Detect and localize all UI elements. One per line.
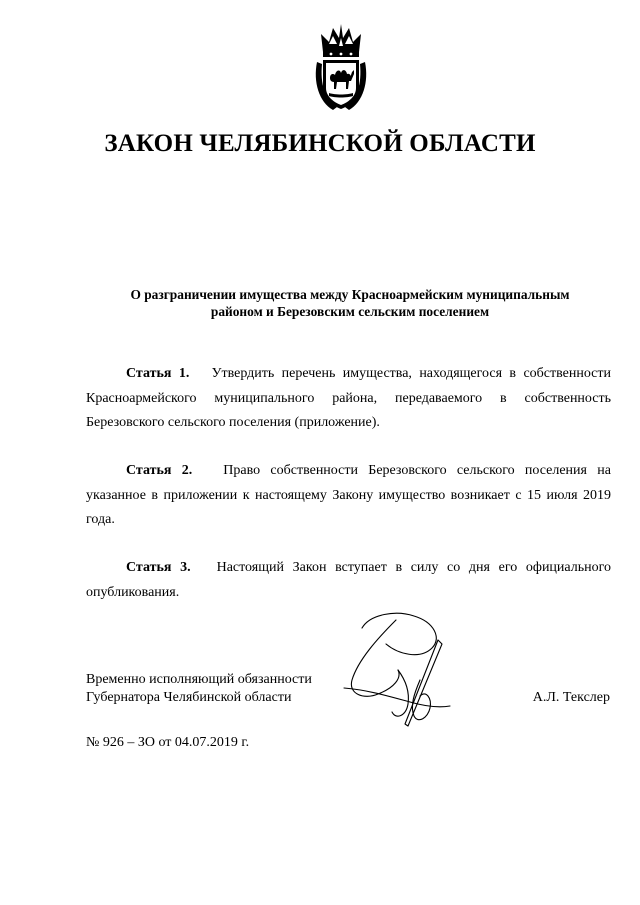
article-1-text: Утвердить перечень имущества, находящегося в собственности Красноармейского муниципального района, передаваемого в собственность Березовского сельского поселения (приложение). [86,366,612,430]
article-1-label: Статья 1. [126,366,190,381]
article-1 [86,362,611,436]
coat-of-arms-icon [313,22,369,114]
article-3-label: Статья 3. [126,560,191,575]
signature-icon [338,608,456,730]
signer-position-line-1: Временно исполняющий обязанности [86,672,312,687]
subtitle-line-1: О разграничении имущества между Красноармейским муниципальным [130,287,570,302]
subtitle-line-2: районом и Березовским сельским поселением [210,304,490,319]
signer-position-line-2: Губернатора Челябинской области [86,690,292,705]
signer-position [86,671,312,707]
document-number: № 926 – ЗО от 04.07.2019 г. [86,735,250,750]
article-3 [86,556,611,605]
article-2 [86,459,611,533]
signer-name: А.Л. Текслер [532,690,610,705]
law-subtitle [86,286,614,320]
article-2-text: Право собственности Березовского сельского поселения на указанное в приложении к настоящему Закону имущество возникает с 15 июля 2019 года. [86,463,611,527]
law-title: ЗАКОН ЧЕЛЯБИНСКОЙ ОБЛАСТИ [104,130,536,157]
article-2-label: Статья 2. [126,463,193,478]
article-3-text: Настоящий Закон вступает в силу со дня его официального опубликования. [86,560,612,600]
